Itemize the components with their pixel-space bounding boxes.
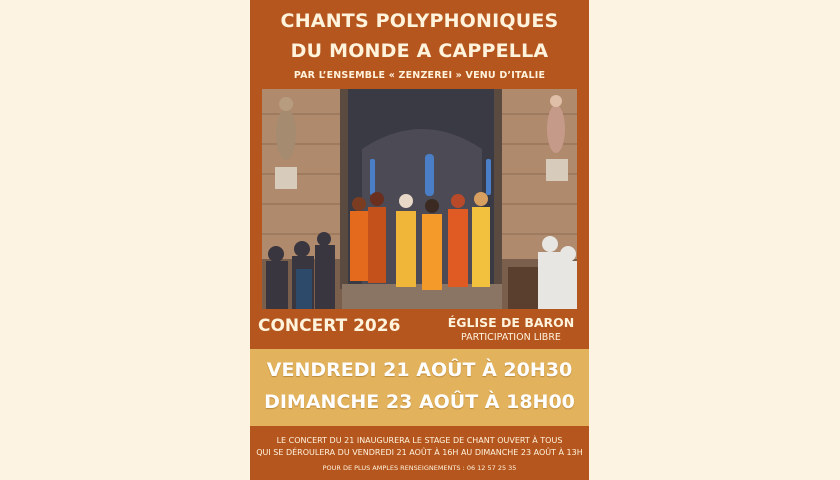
poster-subtitle: PAR L’ENSEMBLE « ZENZEREI » VENU D’ITALIE — [293, 70, 546, 81]
info-line-1: LE CONCERT DU 21 INAUGURERA LE STAGE DE CHANT OUVERT À TOUS — [276, 436, 563, 445]
dates-band — [250, 349, 589, 426]
choir-photo — [262, 89, 577, 309]
poster-title-line1: CHANTS POLYPHONIQUES — [280, 10, 559, 32]
contact-line: POUR DE PLUS AMPLES RENSEIGNEMENTS : 06 12 57 25 35 — [322, 464, 517, 472]
poster-title-line2: DU MONDE A CAPPELLA — [290, 40, 549, 62]
info-line-2: QUI SE DÉROULERA DU VENDREDI 21 AOÛT À 16H AU DIMANCHE 23 AOÛT À 13H — [256, 448, 583, 457]
date-friday: VENDREDI 21 AOÛT À 20H30 — [266, 359, 573, 381]
concert-year-label: CONCERT 2026 — [258, 316, 401, 336]
participation-label: PARTICIPATION LIBRE — [461, 332, 561, 343]
concert-poster — [250, 0, 589, 480]
choir-photo-illustration — [262, 89, 577, 309]
venue-name: ÉGLISE DE BARON — [447, 315, 575, 330]
date-sunday: DIMANCHE 23 AOÛT À 18H00 — [264, 391, 575, 413]
